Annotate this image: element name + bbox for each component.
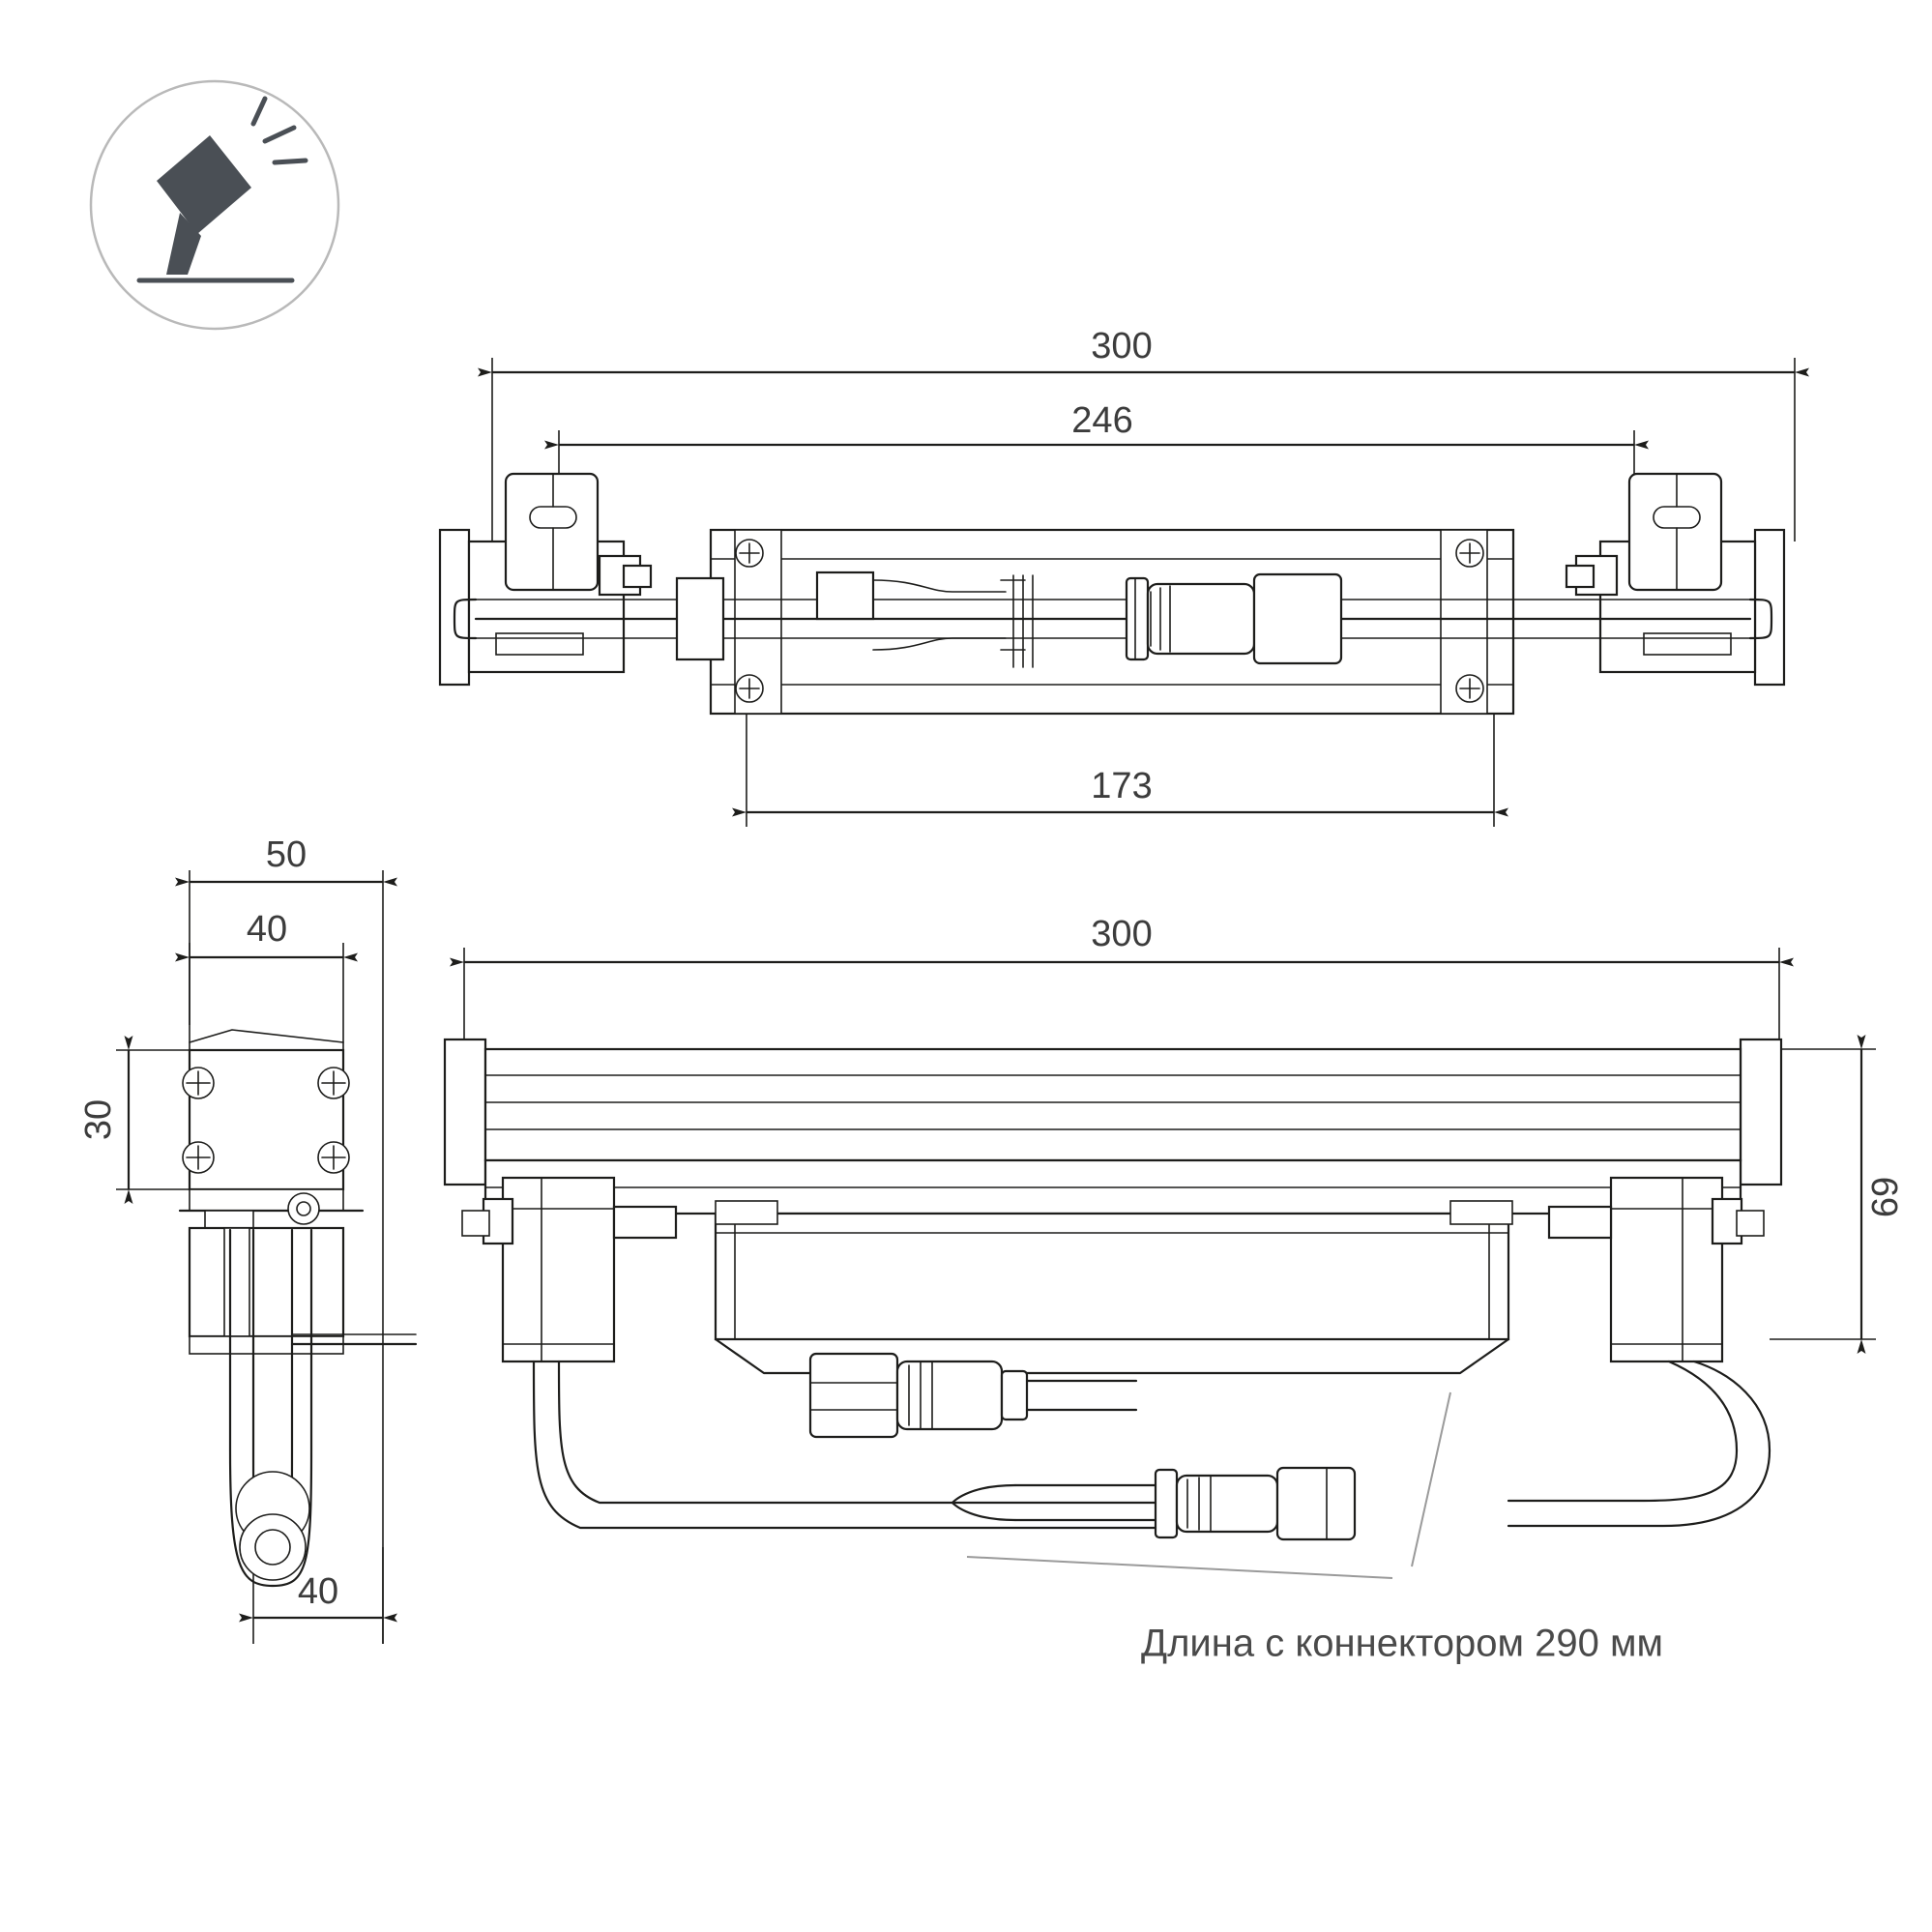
dim-30-label: 30 <box>78 1098 120 1141</box>
screw-head <box>1456 675 1483 702</box>
dim-69 <box>1770 1049 1906 1339</box>
screw-head <box>736 540 763 567</box>
dim-40-bottom-label: 40 <box>297 1571 339 1613</box>
screw-head <box>183 1142 214 1173</box>
dim-30 <box>78 1050 198 1189</box>
dim-173-label: 173 <box>1091 766 1153 807</box>
dim-173 <box>746 706 1494 827</box>
dim-300-top-label: 300 <box>1091 326 1153 367</box>
dim-300-front <box>464 914 1779 1044</box>
dim-40-top-label: 40 <box>246 909 288 951</box>
screw-head <box>183 1068 214 1098</box>
dim-50-label: 50 <box>265 834 307 876</box>
screw-head <box>736 675 763 702</box>
spotlight-on-ground-icon <box>91 81 338 329</box>
screw-head <box>318 1142 349 1173</box>
screw-head <box>318 1068 349 1098</box>
end-view-geometry <box>180 1030 416 1586</box>
dim-69-label: 69 <box>1865 1176 1907 1218</box>
top-view <box>440 326 1795 827</box>
screw-head <box>1456 540 1483 567</box>
dim-246-label: 246 <box>1071 400 1133 442</box>
front-view-geometry <box>445 1039 1781 1578</box>
dim-40-top <box>190 909 343 1054</box>
front-view <box>445 914 1906 1665</box>
end-view <box>78 834 416 1644</box>
connector-length-note: Длина с коннектором 290 мм <box>1141 1622 1663 1665</box>
top-view-geometry <box>440 474 1784 714</box>
dim-300-front-label: 300 <box>1091 914 1153 955</box>
dim-300-top <box>492 326 1795 542</box>
